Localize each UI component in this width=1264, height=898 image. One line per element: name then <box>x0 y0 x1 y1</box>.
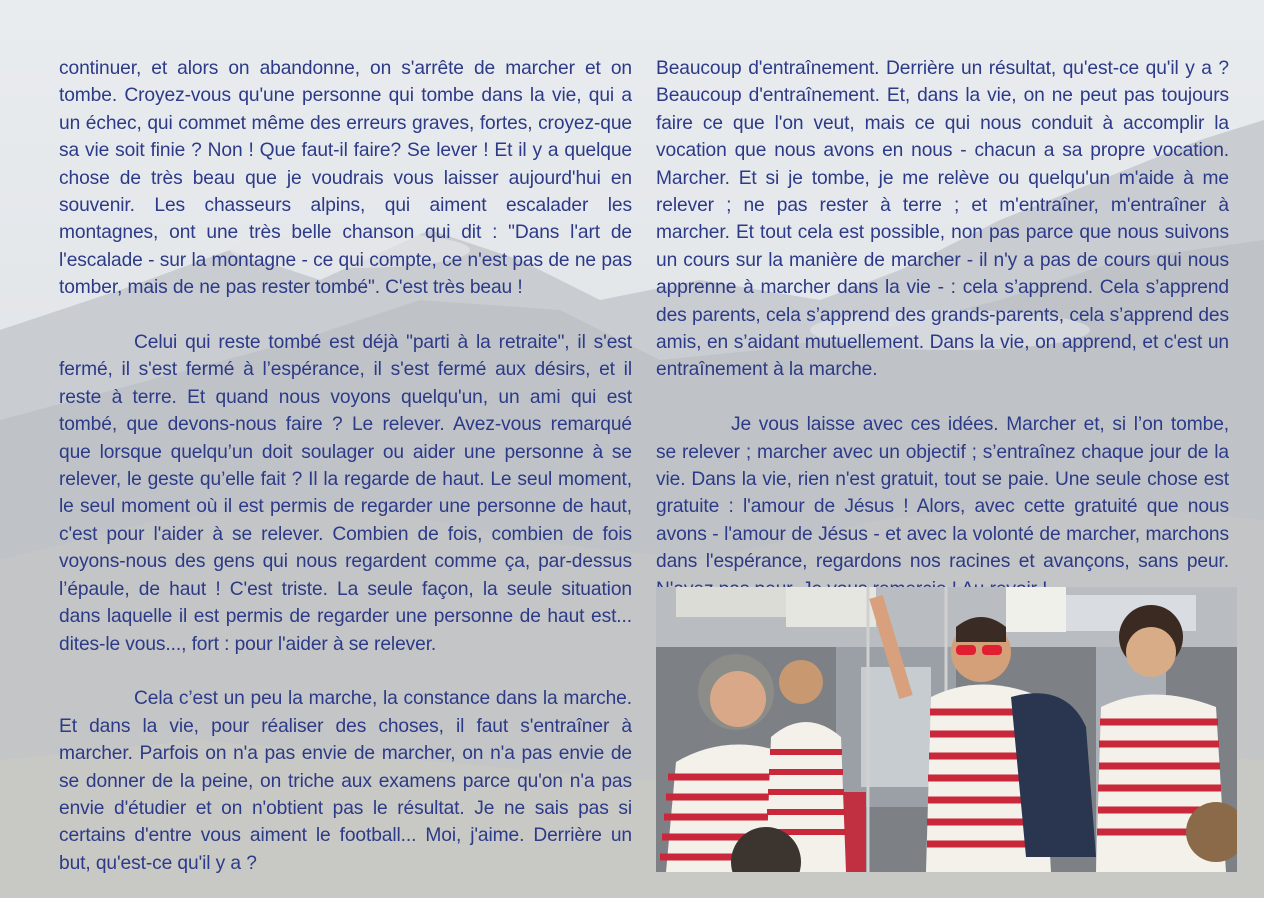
paragraph-3: Cela c’est un peu la marche, la constance dans la marche. Et dans la vie, pour réaliser des choses, il faut s'entraîner à marcher. Parfois on n'a pas envie de marcher, on n'a pas envie de se donner de la peine, on triche aux examens parce qu'on n'a pas envie d'étudier et on n'obtient pas le résultat. Je ne sais pas si certains d'entre vous aiment le football... Moi, j'aime. Derrière un but, qu'est-ce qu'il y a ? <box>59 688 632 874</box>
right-column <box>656 55 1229 603</box>
paragraph-1: continuer, et alors on abandonne, on s'arrête de marcher et on tombe. Croyez-vous qu'une personne qui tombe dans la vie, qui a un échec, qui commet même des erreurs graves, fortes, croyez-que sa vie soit finie ? Non ! Que faut-il faire? Se lever ! Et il y a quelque chose de très beau que je voudrais vous laisser aujourd'hui en souvenir. Les chasseurs alpins, qui aiment escalader les montagnes, ont une très belle chanson qui dit : "Dans l'art de l'escalade - sur la montagne - ce qui compte, ce n'est pas de ne pas tomber, mais de ne pas rester tombé". C'est très beau ! <box>59 58 632 299</box>
train-passengers-photo <box>656 587 1237 872</box>
paragraph-2: Celui qui reste tombé est déjà "parti à la retraite", il s'est fermé, il s'est fermé à l’espérance, il s'est fermé aux désirs, et il reste à terre. Et quand nous voyons quelqu'un, un ami qui est tombé, que devons-nous faire ? Le relever. Avez-vous remarqué que lorsque quelqu’un doit soulager ou aider une personne à se relever, le geste qu’elle fait ? Il la regarde de haut. Le seul moment, le seul moment où il est permis de regarder une personne de haut, c'est pour l'aider à se relever. Combien de fois, combien de fois voyons-nous des gens qui nous regardent comme ça, par-dessus l’épaule, de haut ! C'est triste. La seule façon, la seule situation dans laquelle il est permis de regarder une personne de haut est... dites-le vous..., fort : pour l'aider à se relever. <box>59 332 632 655</box>
paragraph-5: Je vous laisse avec ces idées. Marcher et, si l’on tombe, se relever ; marcher avec un objectif ; s’entraînez chaque jour de la vie. Dans la vie, rien n'est gratuit, tout se paie. Une seule chose est gratuite : l'amour de Jésus ! Alors, avec cette gratuité que nous avons - l'amour de Jésus - et avec la volonté de marcher, marchons dans l'espérance, regardons nos racines et avançons, sans peur. <box>656 414 1229 573</box>
left-column <box>59 55 632 877</box>
paragraph-4: Beaucoup d'entraînement. Derrière un résultat, qu'est-ce qu'il y a ? Beaucoup d'entraînement. Et, dans la vie, on ne peut pas toujours faire ce que l'on veut, mais ce qui nous conduit à accomplir la vocation que nous avons en nous - chacun a sa propre vocation. Marcher. Et si je tombe, je me relève ou quelqu'un m'aide à me relever ; ne pas rester à terre ; et m'entraîner, m'entraîner à marcher. Et tout cela est possible, non pas parce que nous suivons un cours sur la manière de marcher - il n'y a pas de cours qui nous apprenne à marcher dans la vie - : cela s’apprend. Cela s’apprend des parents, cela s’apprend des grands-parents, cela s’apprend des amis, en s’aidant mutuellement. Dans la vie, on apprend, et c'est un entraînement à la marche. <box>656 58 1229 381</box>
